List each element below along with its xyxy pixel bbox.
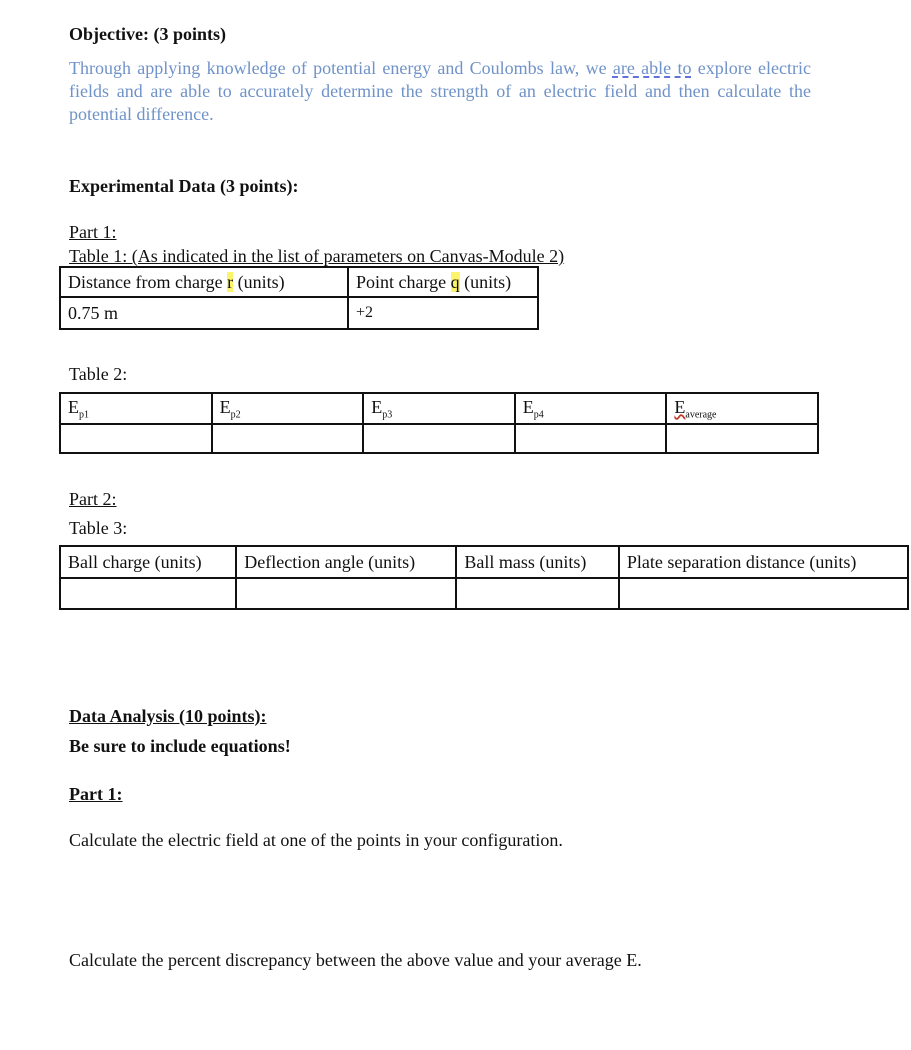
table1 — [59, 266, 539, 330]
table2-header-eaverage: $E_{average}$ — [666, 393, 818, 424]
table2-header-ep3: $E_{p3}$ — [363, 393, 515, 424]
table3 — [59, 545, 909, 610]
part1-label: Part 1: — [69, 222, 117, 242]
table3-header-deflection-angle: Deflection angle (units) — [236, 546, 456, 578]
objective-text-1: Through applying knowledge of potential energy and Coulombs law, we — [69, 58, 613, 78]
objective-text-underlined: are able to — [612, 58, 692, 78]
table2-cell — [212, 424, 364, 453]
analysis-note: Be sure to include equations! — [69, 736, 291, 756]
table3-header-ball-mass: Ball mass (units) — [456, 546, 619, 578]
table2-header-ep2: $E_{p2}$ — [212, 393, 364, 424]
experimental-heading: Experimental Data (3 points): — [69, 176, 299, 196]
table3-cell — [236, 578, 456, 609]
analysis-part1-label: Part 1: — [69, 784, 123, 804]
table2-cell — [515, 424, 667, 453]
table2-cell — [363, 424, 515, 453]
table2 — [59, 392, 819, 454]
table1-value-distance: 0.75 m — [60, 297, 348, 329]
table3-header-plate-separation: Plate separation distance (units) — [619, 546, 908, 578]
table1-value-charge: +2 — [348, 297, 538, 329]
table3-caption: Table 3: — [69, 518, 128, 538]
table3-cell — [60, 578, 236, 609]
question-percent-discrepancy: Calculate the percent discrepancy between the above value and your average E. — [69, 950, 642, 970]
table1-header-charge: Point charge q (units) — [348, 267, 538, 297]
table2-cell — [60, 424, 212, 453]
analysis-heading: Data Analysis (10 points): — [69, 706, 267, 726]
table1-caption: Table 1: (As indicated in the list of parameters on Canvas-Module 2) — [69, 246, 565, 266]
table3-cell — [456, 578, 619, 609]
table3-cell — [619, 578, 908, 609]
question-electric-field: Calculate the electric field at one of the points in your configuration. — [69, 830, 563, 850]
table1-header-distance: Distance from charge r (units) — [60, 267, 348, 297]
part2-label: Part 2: — [69, 489, 117, 509]
table3-header-ball-charge: Ball charge (units) — [60, 546, 236, 578]
table2-header-ep4: $E_{p4}$ — [515, 393, 667, 424]
table2-header-ep1: $E_{p1}$ — [60, 393, 212, 424]
table2-cell — [666, 424, 818, 453]
objective-heading: Objective: (3 points) — [69, 24, 226, 44]
objective-text-2: explore electric fields and are able to accurately determine the strength of an electric field and then calculate the potential difference. — [69, 58, 811, 124]
table2-caption: Table 2: — [69, 364, 128, 384]
objective-paragraph — [69, 57, 811, 126]
